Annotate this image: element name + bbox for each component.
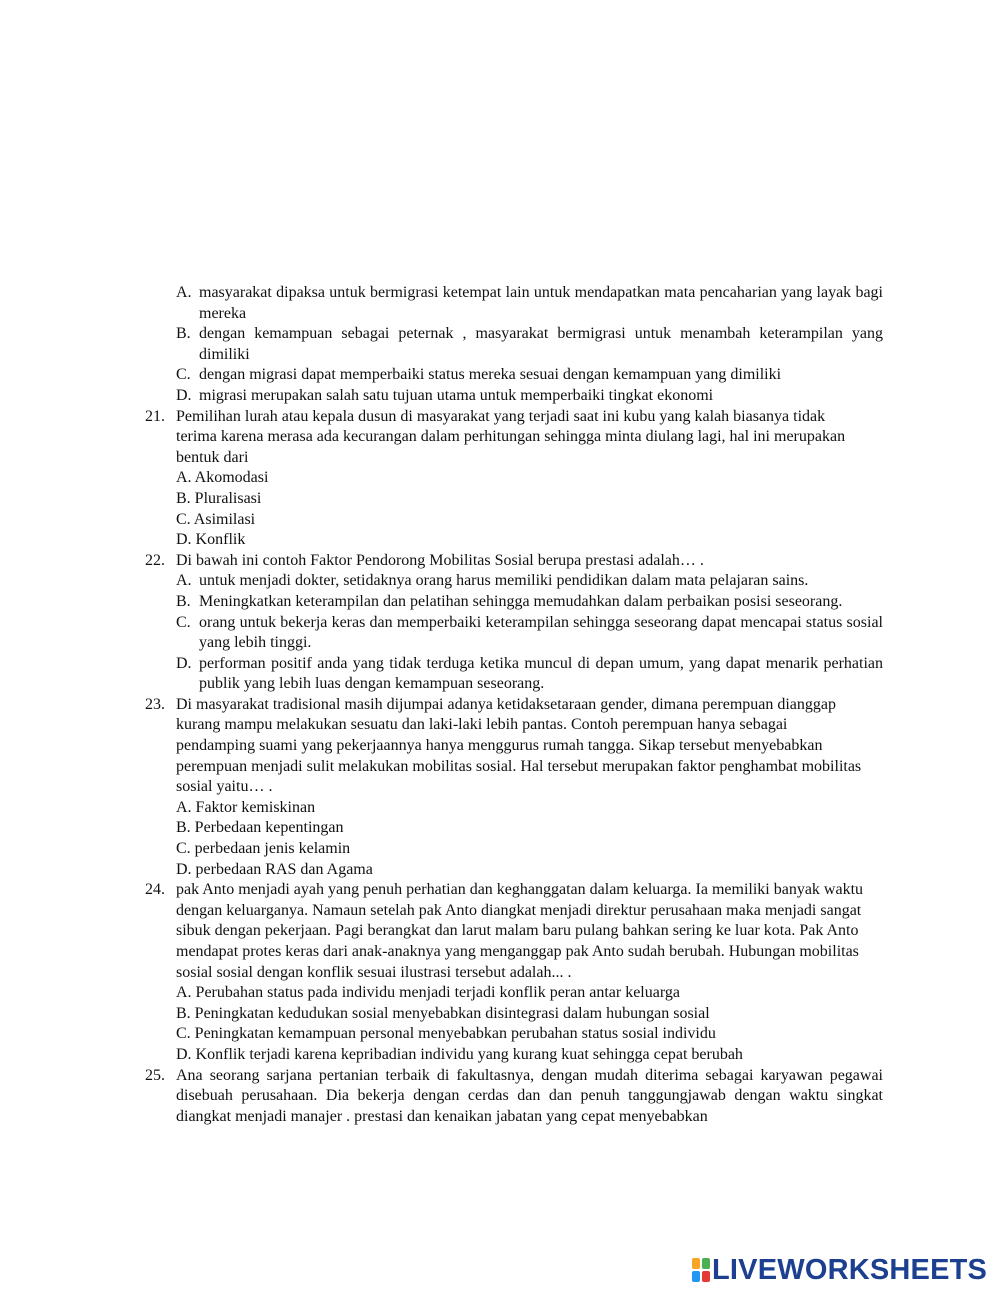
question-22 xyxy=(145,551,883,695)
logo-tile xyxy=(702,1271,710,1282)
option-text: performan positif anda yang tidak terduga ketika muncul di depan umum, yang dapat menarik perhatian publik yang lebih luas dengan kemampuan seseorang. xyxy=(199,654,883,693)
option-letter: C. xyxy=(176,613,191,631)
option-a xyxy=(176,571,883,592)
option-a: A. Faktor kemiskinan xyxy=(176,798,316,816)
question-stem: Di masyarakat tradisional masih dijumpai adanya ketidaksetaraan gender, dimana perempuan dianggap kurang mampu melakukan sesuatu dan laki-laki lebih pantas. Contoh perempuan hanya sebagai pendamping suami yang pekerjaannya hanya menggurus rumah tangga. Sikap tersebut menyebabkan perempuan menjadi sulit melakukan mobilitas sosial. Hal tersebut merupakan faktor penghambat mobilitas sosial yaitu… . xyxy=(176,695,862,796)
option-letter: B. xyxy=(176,592,191,610)
option-d: D. Konflik xyxy=(176,531,246,549)
question-number: 25. xyxy=(145,1066,165,1084)
option-text: migrasi merupakan salah satu tujuan utama untuk memperbaiki tingkat ekonomi xyxy=(199,386,714,404)
question-25 xyxy=(145,1066,883,1128)
liveworksheets-logo xyxy=(692,1255,987,1285)
question-number: 23. xyxy=(145,695,165,713)
option-text: dengan kemampuan sebagai peternak , masyarakat bermigrasi untuk menambah keterampilan yang dimiliki xyxy=(199,325,883,363)
option-letter: D. xyxy=(176,386,192,404)
option-c: C. Peningkatan kemampuan personal menyebabkan perubahan status sosial individu xyxy=(176,1025,716,1043)
option-d xyxy=(176,654,883,695)
option-letter: B. xyxy=(176,325,191,343)
question-23 xyxy=(145,695,883,880)
worksheet-document xyxy=(145,283,883,1127)
option-b: B. Pluralisasi xyxy=(176,489,262,507)
question-24 xyxy=(145,880,883,1065)
previous-question-options xyxy=(176,283,883,407)
option-d: D. perbedaan RAS dan Agama xyxy=(176,860,373,878)
option-text: masyarakat dipaksa untuk bermigrasi ketempat lain untuk mendapatkan mata pencaharian yang layak bagi mereka xyxy=(199,284,883,322)
logo-text: LIVEWORKSHEETS xyxy=(712,1254,988,1286)
logo-tile xyxy=(702,1258,710,1269)
option-letter: A. xyxy=(176,284,192,301)
question-stem: Di bawah ini contoh Faktor Pendorong Mobilitas Sosial berupa prestasi adalah… . xyxy=(176,551,704,569)
option-text: untuk menjadi dokter, setidaknya orang harus memiliki pendidikan dalam mata pelajaran sains. xyxy=(199,572,809,590)
option-c: C. Asimilasi xyxy=(176,510,256,528)
question-21 xyxy=(145,407,883,551)
logo-tile xyxy=(692,1271,700,1282)
option-letter: C. xyxy=(176,366,191,384)
option-c xyxy=(176,365,883,386)
option-b: B. Perbedaan kepentingan xyxy=(176,819,344,837)
question-stem: Ana seorang sarjana pertanian terbaik di fakultasnya, dengan mudah diterima sebagai karyawan pegawai disebuah perusahaan. Dia bekerja dengan cerdas dan dan penuh tanggungjawab dengan waktu singkat diangkat menjadi manajer . prestasi dan kenaikan jabatan yang cepat menyebabkan xyxy=(176,1066,883,1125)
option-c xyxy=(176,613,883,654)
question-number: 24. xyxy=(145,881,165,899)
option-letter: A. xyxy=(176,572,192,590)
option-text: Meningkatkan keterampilan dan pelatihan sehingga memudahkan dalam perbaikan posisi seseorang. xyxy=(199,592,843,610)
question-number: 21. xyxy=(145,407,165,425)
option-text: orang untuk bekerja keras dan memperbaiki keterampilan sehingga seseorang dapat mencapai status sosial yang lebih tinggi. xyxy=(199,613,883,652)
option-b xyxy=(176,324,883,365)
option-a: A. Perubahan status pada individu menjadi terjadi konflik peran antar keluarga xyxy=(176,984,680,1002)
question-number: 22. xyxy=(145,551,165,569)
logo-icon xyxy=(692,1258,710,1282)
question-stem: pak Anto menjadi ayah yang penuh perhatian dan keghanggatan dalam keluarga. Ia memiliki banyak waktu dengan keluarganya. Namaun setelah pak Anto diangkat menjadi direktur perusahaan maka menjadi sangat sibuk dengan pekerjaan. Pagi berangkat dan larut malam baru pulang bahkan sering ke luar kota. Pak Anto mendapat protes keras dari anak-anaknya yang menganggap pak Anto sudah berubah. Hubungan mobilitas sosial sosial dengan konflik sesuai ilustrasi tersebut adalah... . xyxy=(176,881,864,981)
option-d: D. Konflik terjadi karena kepribadian individu yang kurang kuat sehingga cepat berubah xyxy=(176,1045,743,1063)
logo-tile xyxy=(692,1258,700,1269)
option-d xyxy=(176,386,883,407)
option-b xyxy=(176,592,883,613)
option-b: B. Peningkatan kedudukan sosial menyebabkan disintegrasi dalam hubungan sosial xyxy=(176,1004,710,1022)
option-a: A. Akomodasi xyxy=(176,469,269,487)
option-letter: D. xyxy=(176,654,192,672)
option-c: C. perbedaan jenis kelamin xyxy=(176,840,351,858)
option-a xyxy=(176,283,883,324)
question-stem: Pemilihan lurah atau kepala dusun di masyarakat yang terjadi saat ini kubu yang kalah biasanya tidak terima karena merasa ada kecurangan dalam perhitungan sehingga minta diulang lagi, hal ini merupakan bentuk dari xyxy=(176,407,846,466)
option-text: dengan migrasi dapat memperbaiki status mereka sesuai dengan kemampuan yang dimiliki xyxy=(199,366,782,384)
